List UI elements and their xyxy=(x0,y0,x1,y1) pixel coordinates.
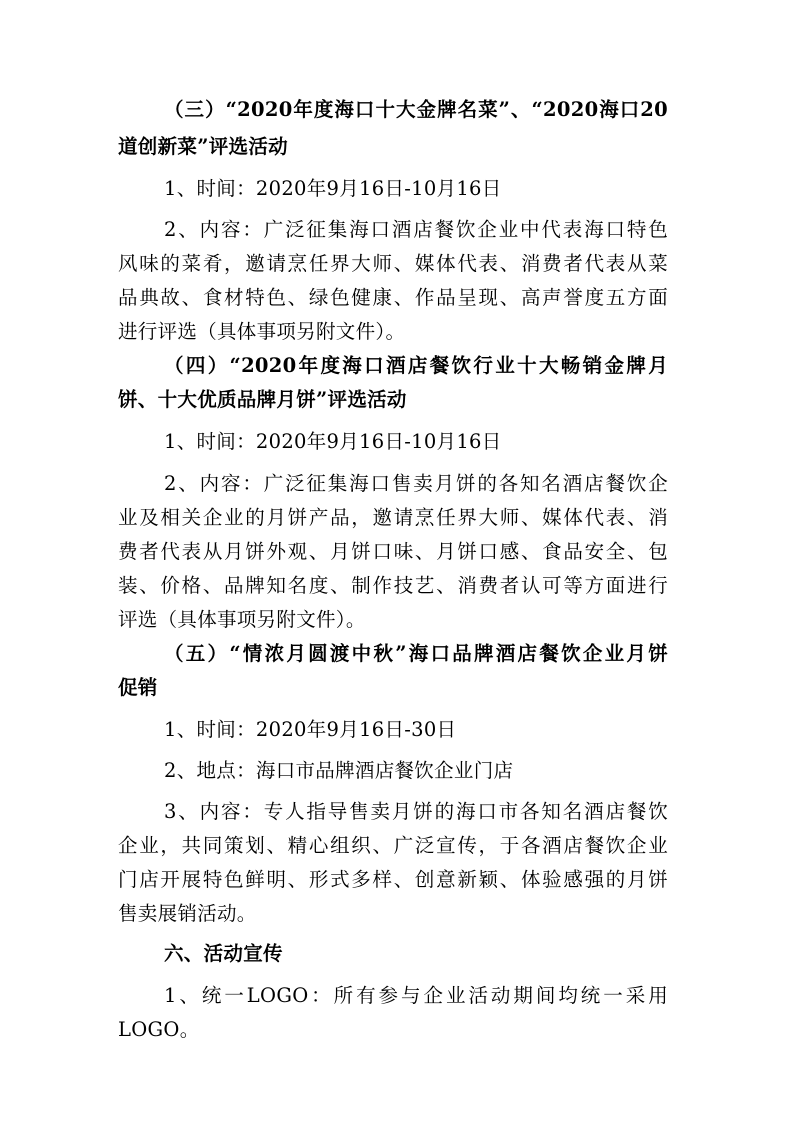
section-5-heading-line1: （五）“情浓月圆渡中秋”海口品牌酒店餐饮企业月饼 xyxy=(164,642,668,665)
section-5-time: 1、时间：2020年9月16日-30日 xyxy=(164,718,457,741)
section-4-content-line5: 评选（具体事项另附文件）。 xyxy=(118,608,366,631)
section-4-time: 1、时间：2020年9月16日-10月16日 xyxy=(164,430,502,453)
section-5-place: 2、地点：海口市品牌酒店餐饮企业门店 xyxy=(164,759,514,782)
section-6-item1-line1: 1、统一LOGO：所有参与企业活动期间均统一采用 xyxy=(164,984,668,1007)
section-4-heading-line1: （四）“2020年度海口酒店餐饮行业十大畅销金牌月 xyxy=(164,354,668,377)
section-3-content-line4: 进行评选（具体事项另附文件）。 xyxy=(118,320,406,343)
section-3-time: 1、时间：2020年9月16日-10月16日 xyxy=(164,177,502,200)
section-4-heading-line2: 饼、十大优质品牌月饼”评选活动 xyxy=(118,388,407,411)
section-3-content-line3: 品典故、食材特色、绿色健康、作品呈现、高声誉度五方面 xyxy=(118,286,668,309)
section-3-heading-line2: 道创新菜”评选活动 xyxy=(118,135,288,158)
section-6-item1-line2: LOGO。 xyxy=(118,1018,200,1041)
section-3-content-line2: 风味的菜肴，邀请烹任界大师、媒体代表、消费者代表从菜 xyxy=(118,252,668,275)
section-4-content-line2: 业及相关企业的月饼产品，邀请烹任界大师、媒体代表、消 xyxy=(118,506,668,529)
section-5-heading-line2: 促销 xyxy=(118,676,158,699)
section-5-content-line2: 企业，共同策划、精心组织、广泛宣传，于各酒店餐饮企业 xyxy=(118,834,668,857)
section-4-content-line3: 费者代表从月饼外观、月饼口味、月饼口感、食品安全、包 xyxy=(118,540,668,563)
section-4-content-line4: 装、价格、品牌知名度、制作技艺、消费者认可等方面进行 xyxy=(118,574,668,597)
section-6-heading: 六、活动宣传 xyxy=(164,942,283,965)
section-3-heading-line1: （三）“2020年度海口十大金牌名菜”、“2020海口20 xyxy=(164,98,668,121)
section-3-content-line1: 2、内容：广泛征集海口酒店餐饮企业中代表海口特色 xyxy=(164,218,668,241)
section-5-content-line1: 3、内容：专人指导售卖月饼的海口市各知名酒店餐饮 xyxy=(164,800,668,823)
section-5-content-line3: 门店开展特色鲜明、形式多样、创意新颖、体验感强的月饼 xyxy=(118,868,668,891)
section-5-content-line4: 售卖展销活动。 xyxy=(118,902,257,925)
section-4-content-line1: 2、内容：广泛征集海口售卖月饼的各知名酒店餐饮企 xyxy=(164,472,668,495)
